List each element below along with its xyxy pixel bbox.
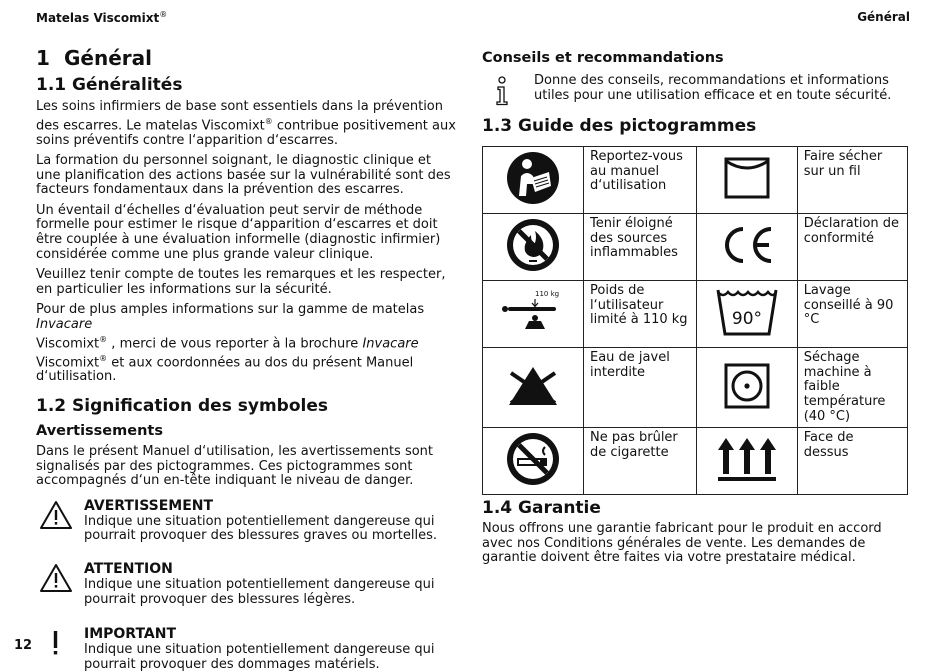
heading-1-3: 1.3 Guide des pictogrammes: [482, 116, 757, 137]
picto-label: Séchage machine à faible température (40 °C): [797, 348, 907, 428]
picto-label: Déclaration de conformité: [797, 214, 907, 281]
page-number: 12: [14, 638, 33, 653]
avertissements-heading: Avertissements: [36, 423, 163, 440]
picto-cell: [696, 428, 797, 495]
picto-label: Reportez-vous au manuel d‘utilisation: [584, 147, 697, 214]
weight-limit-label: 110 kg: [535, 290, 560, 299]
table-row: [483, 428, 908, 495]
warnings-intro: Dans le présent Manuel d‘utilisation, les avertissements sont signalisés par des pictogrammes. Ces pictogrammes sont accompagnés d‘un en-tête indiquant le niveau de danger.: [36, 444, 434, 489]
picto-label: Poids de l‘utilisateur limité à 110 kg: [584, 281, 697, 348]
heading-1-1: 1.1 Généralités: [36, 75, 183, 95]
caution-block: [36, 560, 458, 607]
para-1: Les soins infirmiers de base sont essentiels dans la prévention des escarres. Le matelas Viscomixt® contribue positivement aux soins préventifs contre l‘apparition d‘escarres.: [36, 99, 456, 148]
max-weight-icon: [491, 287, 575, 337]
caution-title: ATTENTION: [84, 561, 173, 578]
warning-text: Indique une situation potentiellement dangereuse qui pourrait provoquer des blessures graves ou mortelles.: [84, 513, 438, 544]
picto-cell: [696, 348, 797, 428]
running-header-left: Matelas Viscomixt®: [36, 10, 168, 25]
picto-cell: [483, 348, 584, 428]
picto-cell: [483, 428, 584, 495]
exclamation-icon: [38, 627, 74, 659]
picto-label: Lavage conseillé à 90 °C: [797, 281, 907, 348]
warning-triangle-icon: [38, 499, 74, 531]
picto-label: Eau de javel interdite: [584, 348, 697, 428]
picto-label: Faire sécher sur un fil: [797, 147, 907, 214]
picto-label: Tenir éloigné des sources inflammables: [584, 214, 697, 281]
table-row: [483, 214, 908, 281]
conseils-heading: Conseils et recommandations: [482, 50, 724, 66]
running-header-right: Général: [857, 10, 910, 24]
heading-1-2: 1.2 Signification des symboles: [36, 396, 328, 417]
tip-block: [482, 74, 910, 103]
para-5: Pour de plus amples informations sur la gamme de matelas Invacare Viscomixt® , merci de vous reporter à la brochure Invacare Viscomixt® et aux coordonnées au dos du présent Manuel d‘utilisation.: [36, 302, 425, 385]
heading-1-4: 1.4 Garantie: [482, 498, 601, 519]
picto-cell: [483, 281, 584, 348]
no-bleach-icon: [505, 363, 561, 409]
table-row: [483, 281, 908, 348]
table-row: [483, 348, 908, 428]
table-row: [483, 147, 908, 214]
wash-90-icon: [714, 286, 780, 338]
important-text: Indique une situation potentiellement dangereuse qui pourrait provoquer des dommages matériels.: [84, 642, 435, 672]
right-column: [482, 46, 910, 566]
section-title: 1 Général: [36, 46, 152, 70]
picto-cell: [696, 281, 797, 348]
line-dry-icon: [722, 155, 772, 201]
para-2: La formation du personnel soignant, le diagnostic clinique et une planification des actions basée sur la vulnérabilité sont des facteurs fondamentaux dans la prévention des escarres.: [36, 153, 451, 198]
caution-text: Indique une situation potentiellement dangereuse qui pourrait provoquer des blessures légères.: [84, 577, 435, 607]
ce-mark-icon: [717, 223, 777, 267]
important-title: IMPORTANT: [84, 626, 177, 643]
picto-cell: [483, 147, 584, 214]
picto-cell: [483, 214, 584, 281]
warranty-text: Nous offrons une garantie fabricant pour le produit en accord avec nos Conditions générales de vente. Les demandes de garantie doivent être faites via votre prestataire médical.: [482, 521, 882, 566]
warning-block: [36, 497, 458, 544]
picto-label: Ne pas brûler de cigarette: [584, 428, 697, 495]
tip-text: Donne des conseils, recommandations et informations utiles pour une utilisation efficace et en toute sécurité.: [534, 73, 892, 103]
info-icon: [492, 76, 512, 106]
no-smoking-icon: [505, 431, 561, 487]
picto-cell: [696, 214, 797, 281]
no-flame-icon: [505, 217, 561, 273]
left-column: [36, 46, 458, 672]
this-side-up-icon: [715, 434, 779, 484]
wash-temp-label: 90°: [731, 309, 762, 330]
tumble-dry-low-icon: [723, 362, 771, 410]
para-3: Un éventail d‘échelles d‘évaluation peut servir de méthode formelle pour estimer le risque d‘apparition d‘escarres et doit être couplée à une évaluation informelle (diagnostic infirmier) considérée comme une plus grande valeur clinique.: [36, 202, 441, 262]
picto-cell: [696, 147, 797, 214]
para-4: Veuillez tenir compte de toutes les remarques et les respecter, en particulier les informations sur la sécurité.: [36, 267, 446, 297]
warning-title: AVERTISSEMENT: [84, 497, 214, 514]
pictogram-table: [482, 146, 908, 495]
read-manual-icon: [505, 150, 561, 206]
picto-label: Face de dessus: [797, 428, 907, 495]
caution-triangle-icon: [38, 562, 74, 594]
